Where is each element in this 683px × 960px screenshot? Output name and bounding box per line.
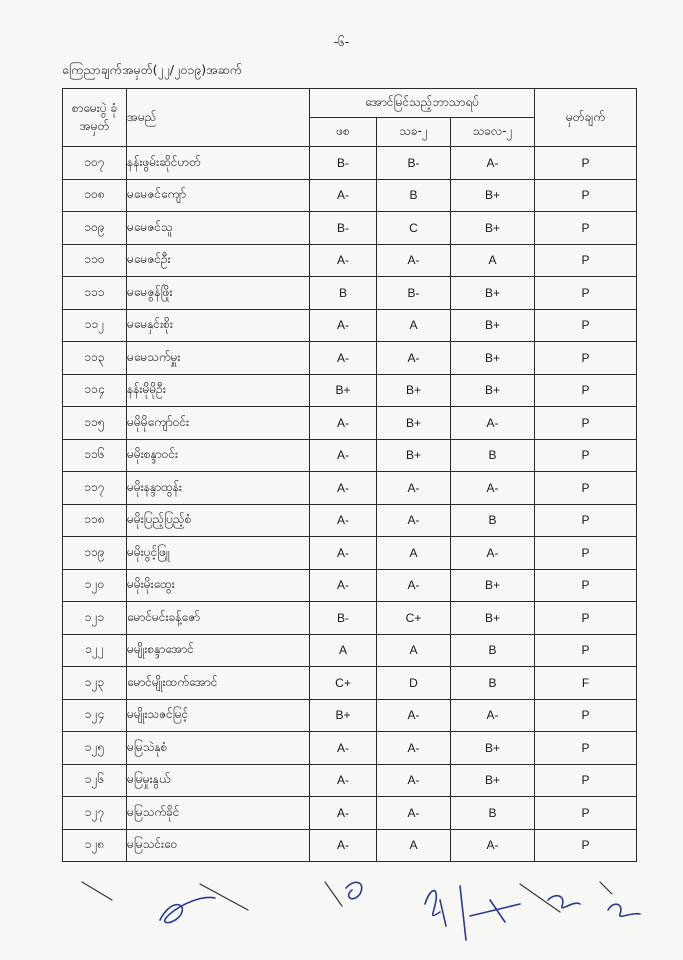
- header-subject-1: ဖစ: [310, 118, 377, 147]
- table-row: [63, 147, 637, 180]
- table-row: [63, 407, 637, 440]
- grade-subject-1-cell: A-: [310, 472, 377, 505]
- grade-subject-2-cell: A-: [377, 797, 451, 830]
- grade-subject-1-cell: A-: [310, 309, 377, 342]
- grade-subject-1-cell: A-: [310, 537, 377, 570]
- table-row: [63, 277, 637, 310]
- grade-subject-3-cell: A: [451, 244, 535, 277]
- table-row: [63, 699, 637, 732]
- student-name-cell: မမေဇင်ကျော်: [127, 179, 310, 212]
- grade-subject-1-cell: B-: [310, 147, 377, 180]
- grade-subject-2-cell: B+: [377, 407, 451, 440]
- table-row: [63, 537, 637, 570]
- student-name-cell: မမြသက်ခိုင်: [127, 797, 310, 830]
- remark-cell: P: [535, 147, 637, 180]
- grade-subject-3-cell: B+: [451, 374, 535, 407]
- header-subject-3: သခလ-၂: [451, 118, 535, 147]
- grade-subject-1-cell: A-: [310, 244, 377, 277]
- student-name-cell: မမိုးစန္ဒာဝင်း: [127, 439, 310, 472]
- exam-no-cell: ၁၂၂: [63, 634, 127, 667]
- table-row: [63, 439, 637, 472]
- exam-no-cell: ၁၂၈: [63, 829, 127, 862]
- exam-no-cell: ၁၁၆: [63, 439, 127, 472]
- remark-cell: P: [535, 829, 637, 862]
- grade-subject-2-cell: B: [377, 179, 451, 212]
- signature-area: [0, 870, 683, 960]
- grade-subject-1-cell: A-: [310, 407, 377, 440]
- grade-subject-1-cell: A-: [310, 732, 377, 765]
- signature-mark: [548, 896, 580, 908]
- grade-subject-2-cell: A: [377, 634, 451, 667]
- remark-cell: P: [535, 504, 637, 537]
- exam-no-cell: ၁၂၃: [63, 667, 127, 700]
- student-name-cell: မမေသက်မှူး: [127, 342, 310, 375]
- remark-cell: P: [535, 764, 637, 797]
- student-name-cell: မမေဇွန်ဖြိုး: [127, 277, 310, 310]
- exam-no-cell: ၁၁၂: [63, 309, 127, 342]
- student-name-cell: မမိုးမိုးထွေး: [127, 569, 310, 602]
- exam-no-cell: ၁၁၇: [63, 472, 127, 505]
- exam-no-cell: ၁၁၉: [63, 537, 127, 570]
- grade-subject-3-cell: B+: [451, 764, 535, 797]
- grade-subject-3-cell: B+: [451, 342, 535, 375]
- grade-subject-1-cell: A-: [310, 342, 377, 375]
- grade-subject-1-cell: A-: [310, 797, 377, 830]
- grade-subject-2-cell: A: [377, 537, 451, 570]
- table-row: [63, 244, 637, 277]
- table-row: [63, 764, 637, 797]
- grade-subject-2-cell: A-: [377, 244, 451, 277]
- table-row: [63, 472, 637, 505]
- grade-subject-3-cell: B: [451, 797, 535, 830]
- grade-subject-3-cell: A-: [451, 147, 535, 180]
- grade-subject-1-cell: A-: [310, 179, 377, 212]
- grade-subject-2-cell: B+: [377, 374, 451, 407]
- grade-subject-1-cell: B+: [310, 699, 377, 732]
- grade-subject-2-cell: A-: [377, 699, 451, 732]
- remark-cell: P: [535, 342, 637, 375]
- remark-cell: P: [535, 277, 637, 310]
- grade-subject-3-cell: B: [451, 504, 535, 537]
- grade-subject-1-cell: B: [310, 277, 377, 310]
- table-row: [63, 309, 637, 342]
- exam-no-cell: ၁၂၆: [63, 764, 127, 797]
- table-row: [63, 569, 637, 602]
- grade-subject-2-cell: B+: [377, 439, 451, 472]
- student-name-cell: မမိုးပြည့်ပြည့်စံ: [127, 504, 310, 537]
- grade-subject-2-cell: A-: [377, 472, 451, 505]
- remark-cell: P: [535, 439, 637, 472]
- grade-subject-2-cell: A-: [377, 732, 451, 765]
- signature-mark: [346, 882, 362, 898]
- grade-subject-2-cell: D: [377, 667, 451, 700]
- remark-cell: P: [535, 732, 637, 765]
- student-name-cell: မမေနှင်းစိုး: [127, 309, 310, 342]
- remark-cell: P: [535, 699, 637, 732]
- remark-cell: P: [535, 537, 637, 570]
- border-tick-mark: [520, 884, 560, 912]
- exam-no-cell: ၁၂၇: [63, 797, 127, 830]
- student-name-cell: နန်းဖွမ်းဆိုင်ဟတ်: [127, 147, 310, 180]
- remark-cell: P: [535, 472, 637, 505]
- grade-subject-1-cell: A-: [310, 569, 377, 602]
- remark-cell: P: [535, 569, 637, 602]
- grade-subject-1-cell: A: [310, 634, 377, 667]
- grade-subject-2-cell: B-: [377, 277, 451, 310]
- grade-subject-2-cell: C: [377, 212, 451, 245]
- signature-mark: [425, 886, 466, 940]
- table-row: [63, 602, 637, 635]
- remark-cell: P: [535, 407, 637, 440]
- grade-subject-2-cell: A-: [377, 569, 451, 602]
- student-name-cell: မမေဇင်သူ: [127, 212, 310, 245]
- grade-subject-3-cell: B: [451, 667, 535, 700]
- exam-no-cell: ၁၁၀: [63, 244, 127, 277]
- grade-subject-3-cell: B+: [451, 212, 535, 245]
- student-name-cell: မမျိုးသဇင်မြင့်: [127, 699, 310, 732]
- grade-subject-1-cell: B-: [310, 212, 377, 245]
- exam-no-cell: ၁၂၄: [63, 699, 127, 732]
- grade-subject-1-cell: A-: [310, 764, 377, 797]
- grade-subject-1-cell: A-: [310, 504, 377, 537]
- grade-subject-3-cell: B+: [451, 602, 535, 635]
- student-name-cell: မမိုးနန္ဒာထွန်း: [127, 472, 310, 505]
- grade-subject-3-cell: B+: [451, 732, 535, 765]
- grade-subject-1-cell: B+: [310, 374, 377, 407]
- grade-subject-2-cell: A-: [377, 504, 451, 537]
- remark-cell: P: [535, 602, 637, 635]
- header-exam-no: စာမေးပွဲ ခုံအမှတ်: [63, 89, 127, 147]
- grade-subject-2-cell: C+: [377, 602, 451, 635]
- header-subject-2: သခ-၂: [377, 118, 451, 147]
- grade-subject-3-cell: A-: [451, 537, 535, 570]
- grade-subject-1-cell: A-: [310, 439, 377, 472]
- grade-subject-2-cell: A-: [377, 342, 451, 375]
- remark-cell: P: [535, 309, 637, 342]
- student-name-cell: နန်းမိုမိုဦး: [127, 374, 310, 407]
- header-remark: မှတ်ချက်: [535, 89, 637, 147]
- grade-subject-3-cell: A-: [451, 829, 535, 862]
- grade-subject-2-cell: A-: [377, 764, 451, 797]
- remark-cell: P: [535, 797, 637, 830]
- grade-subject-3-cell: A-: [451, 407, 535, 440]
- remark-cell: P: [535, 212, 637, 245]
- exam-no-cell: ၁၀၉: [63, 212, 127, 245]
- border-tick-mark: [325, 882, 342, 906]
- signature-mark: [160, 898, 215, 923]
- header-name: အမည်: [127, 89, 310, 147]
- student-name-cell: မမျိုးစန္ဒာအောင်: [127, 634, 310, 667]
- grade-subject-1-cell: A-: [310, 829, 377, 862]
- grade-subject-3-cell: A-: [451, 699, 535, 732]
- exam-no-cell: ၁၁၅: [63, 407, 127, 440]
- border-tick-mark: [600, 882, 612, 894]
- remark-cell: P: [535, 634, 637, 667]
- exam-no-cell: ၁၂၁: [63, 602, 127, 635]
- remark-cell: P: [535, 179, 637, 212]
- student-name-cell: မမိုမိုကျော်ဝင်း: [127, 407, 310, 440]
- exam-no-cell: ၁၂၅: [63, 732, 127, 765]
- exam-no-cell: ၁၀၇: [63, 147, 127, 180]
- grade-subject-3-cell: A-: [451, 472, 535, 505]
- grade-subject-3-cell: B+: [451, 569, 535, 602]
- signature-mark: [608, 904, 640, 916]
- table-row: [63, 179, 637, 212]
- exam-no-cell: ၁၁၁: [63, 277, 127, 310]
- remark-cell: P: [535, 244, 637, 277]
- grade-subject-2-cell: A: [377, 309, 451, 342]
- results-table: [62, 88, 637, 862]
- student-name-cell: မောင်မင်းခန့်ဇော်: [127, 602, 310, 635]
- student-name-cell: မမြသဲနုစံ: [127, 732, 310, 765]
- exam-no-cell: ၁၁၈: [63, 504, 127, 537]
- grade-subject-3-cell: B: [451, 634, 535, 667]
- page-number: -၆-: [333, 35, 350, 49]
- remark-cell: F: [535, 667, 637, 700]
- signature-mark: [470, 900, 520, 922]
- grade-subject-3-cell: B: [451, 439, 535, 472]
- grade-subject-3-cell: B+: [451, 309, 535, 342]
- table-row: [63, 342, 637, 375]
- table-row: [63, 732, 637, 765]
- exam-no-cell: ၁၀၈: [63, 179, 127, 212]
- header-passed-subjects: အောင်မြင်သည့်ဘာသာရပ်: [310, 89, 535, 118]
- grade-subject-1-cell: B-: [310, 602, 377, 635]
- grade-subject-3-cell: B+: [451, 179, 535, 212]
- student-name-cell: မမြသင်းဝေ: [127, 829, 310, 862]
- exam-no-cell: ၁၁၄: [63, 374, 127, 407]
- student-name-cell: မမိုးပွင့်ဖြူ: [127, 537, 310, 570]
- grade-subject-2-cell: A: [377, 829, 451, 862]
- table-row: [63, 212, 637, 245]
- table-row: [63, 797, 637, 830]
- table-row: [63, 667, 637, 700]
- grade-subject-1-cell: C+: [310, 667, 377, 700]
- grade-subject-3-cell: B+: [451, 277, 535, 310]
- table-row: [63, 374, 637, 407]
- announcement-caption: ကြေညာချက်အမှတ်(၂၂/၂၀၁၉)အဆက်: [62, 62, 242, 77]
- table-row: [63, 829, 637, 862]
- table-row: [63, 634, 637, 667]
- student-name-cell: မောင်မျိုးထက်အောင်: [127, 667, 310, 700]
- table-row: [63, 504, 637, 537]
- border-tick-mark: [82, 882, 112, 900]
- student-name-cell: မမေဇင်ဦး: [127, 244, 310, 277]
- grade-subject-2-cell: B-: [377, 147, 451, 180]
- exam-no-cell: ၁၂၀: [63, 569, 127, 602]
- student-name-cell: မမြမှုးနွယ်: [127, 764, 310, 797]
- remark-cell: P: [535, 374, 637, 407]
- exam-no-cell: ၁၁၃: [63, 342, 127, 375]
